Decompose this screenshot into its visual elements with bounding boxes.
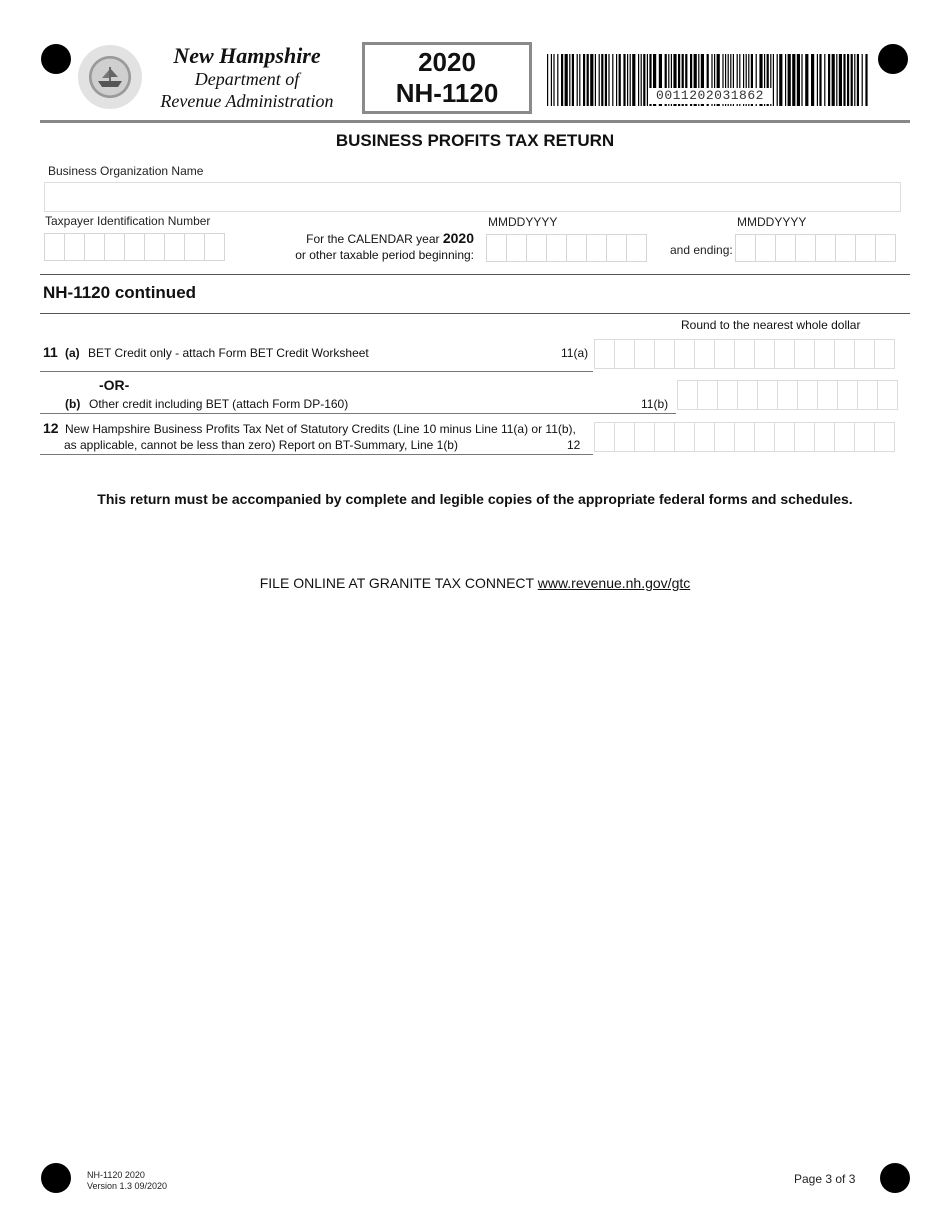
continued-heading: NH-1120 continued <box>43 283 197 302</box>
attachment-notice: This return must be accompanied by complete and legible copies of the appropriate federal forms and schedules. <box>97 491 853 507</box>
line-11a-amount-field[interactable] <box>594 339 894 369</box>
line-11b-ref: 11(b) <box>641 397 669 411</box>
header-divider <box>40 120 910 123</box>
line-12-amount-field[interactable] <box>594 422 894 452</box>
tin-label: Taxpayer Identification Number <box>45 214 211 228</box>
line-11b-underline <box>40 413 676 414</box>
calendar-period-text <box>246 230 474 263</box>
agency-name <box>142 44 352 112</box>
footer-version-text: Version 1.3 09/2020 <box>87 1181 168 1191</box>
line-11-number: 11 <box>43 344 58 360</box>
tin-field[interactable] <box>44 233 224 261</box>
calendar-prefix: For the CALENDAR year <box>306 232 440 246</box>
footer-version <box>87 1170 167 1192</box>
footer-form-id: NH-1120 2020 <box>87 1170 145 1180</box>
state-seal-icon <box>78 45 142 109</box>
or-text: -OR- <box>99 377 130 393</box>
round-note: Round to the nearest whole dollar <box>681 318 861 332</box>
registration-mark-top-left <box>41 44 71 74</box>
form-title: BUSINESS PROFITS TAX RETURN <box>335 131 615 150</box>
agency-division: Revenue Administration <box>160 91 334 111</box>
granite-tax-connect-link[interactable]: www.revenue.nh.gov/gtc <box>537 575 691 591</box>
line-11b-amount-field[interactable] <box>677 380 897 410</box>
agency-department: Department of <box>194 69 300 89</box>
and-ending-label: and ending: <box>670 243 733 257</box>
line-12-ref: 12 <box>567 438 581 452</box>
end-date-field[interactable] <box>735 234 895 262</box>
line-11a-text: BET Credit only - attach Form BET Credit Worksheet <box>88 346 369 360</box>
line-12-text-1: New Hampshire Business Profits Tax Net of Statutory Credits (Line 10 minus Line 11(a) or 11(b), <box>65 422 576 436</box>
line-11a-underline <box>40 371 593 372</box>
calendar-year: 2020 <box>442 230 474 246</box>
agency-state: New Hampshire <box>173 43 321 68</box>
line-12-text-2: as applicable, cannot be less than zero) Report on BT-Summary, Line 1(b) <box>64 438 458 452</box>
org-name-field[interactable] <box>44 182 901 212</box>
page-number: Page 3 of 3 <box>794 1172 856 1186</box>
line-11a-ref: 11(a) <box>561 346 589 360</box>
line-11a-sub: (a) <box>65 346 80 360</box>
form-year: 2020 <box>418 47 476 77</box>
registration-mark-bottom-right <box>880 1163 910 1193</box>
line-12-underline <box>40 454 593 455</box>
barcode-number: 0011202031862 <box>648 88 772 104</box>
form-id-box <box>362 42 532 114</box>
org-name-label: Business Organization Name <box>48 164 204 178</box>
end-date-label: MMDDYYYY <box>737 215 807 229</box>
file-online-text: FILE ONLINE AT GRANITE TAX CONNECT <box>259 575 534 591</box>
begin-date-label: MMDDYYYY <box>488 215 558 229</box>
line-12-number: 12 <box>43 420 59 436</box>
begin-date-field[interactable] <box>486 234 646 262</box>
section-divider-2 <box>40 313 910 314</box>
form-number: NH-1120 <box>395 78 499 108</box>
calendar-line2: or other taxable period beginning: <box>295 248 474 262</box>
line-11b-sub: (b) <box>65 397 81 411</box>
registration-mark-bottom-left <box>41 1163 71 1193</box>
section-divider <box>40 274 910 275</box>
registration-mark-top-right <box>878 44 908 74</box>
file-online-line <box>0 575 950 591</box>
line-11b-text: Other credit including BET (attach Form DP-160) <box>89 397 349 411</box>
